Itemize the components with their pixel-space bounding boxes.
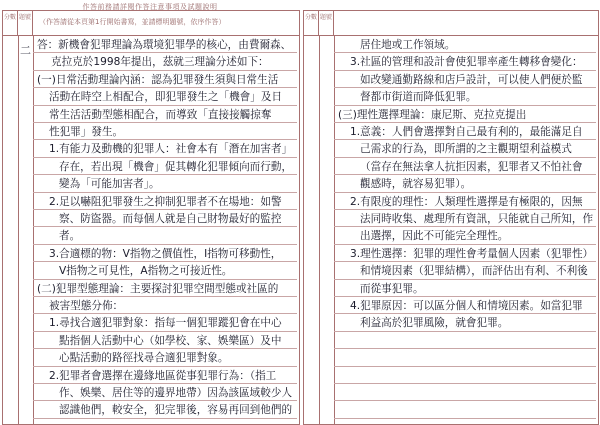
ruled-line	[33, 52, 297, 53]
answer-text-line: 觀感時，就容易犯罪）。	[360, 178, 472, 191]
ruled-line	[33, 348, 297, 349]
answer-text-line: 和情境因素（犯罪結構），而評估出有利、不利後	[360, 265, 588, 278]
answer-text-line: 2.足以嚇阻犯罪發生之抑制犯罪者不在場地：如警	[49, 195, 282, 208]
answer-text-line: 而從事犯罪。	[360, 282, 424, 295]
answer-text-line: 認識他們，較安全，犯完罪後，容易再回到他們的	[59, 404, 293, 417]
ruled-line	[334, 313, 596, 314]
question-number: 二	[20, 44, 31, 57]
answer-text-line: 1.有能力及動機的犯罪人：社會本有「潛在加害者」	[49, 143, 293, 156]
ruled-line	[33, 226, 297, 227]
ruled-line	[334, 400, 596, 401]
answer-text-line: 被害型態分佈：	[49, 300, 124, 312]
ruled-line	[33, 157, 297, 158]
ruled-line	[334, 348, 596, 349]
instruction-text: （作答請從本頁第1行開始書寫，並請標明題號，依序作答）	[39, 18, 226, 26]
ruled-line	[334, 192, 596, 193]
answer-text-line: 2.犯罪者會選擇在邊緣地區從事犯罪行為：（指工	[49, 369, 277, 382]
ruled-line	[334, 261, 596, 262]
answer-text-line: 克拉克於1998年提出，茲就三理論分述如下：	[51, 56, 269, 69]
answer-text-line: 督都市街道而降低犯罪。	[360, 91, 477, 104]
ruled-line	[334, 366, 596, 367]
ruled-line	[33, 139, 297, 140]
ruled-line	[334, 122, 596, 123]
ruled-line	[334, 174, 596, 175]
answer-text-line: V指物之可見性，A指物之可接近性。	[59, 265, 233, 278]
ruled-line	[33, 296, 297, 297]
answer-text-line: 3.社區的管理和設計會使犯罪率產生轉移會變化：	[350, 56, 583, 69]
ruled-line	[334, 279, 596, 280]
answer-text-line: 存在，若出現「機會」促其轉化犯罪傾向而行動，	[59, 160, 293, 173]
ruled-line	[334, 383, 596, 384]
answer-text-line: 3.理性選擇：犯罪的理性會考量個人因素（犯罪性）	[350, 247, 594, 260]
answer-text-line: 心點活動的路徑找尋合適犯罪對象。	[59, 352, 229, 365]
score-column-header: 分數	[304, 11, 319, 35]
answer-text-line: 性犯罪」發生。	[49, 126, 124, 138]
answer-sheet-left-page	[2, 10, 300, 425]
ruled-line	[33, 122, 297, 123]
answer-text-line: 4.犯罪原因：可以區分個人和情境因素。如當犯罪	[350, 300, 583, 312]
ruled-line	[334, 226, 596, 227]
ruled-line	[334, 331, 596, 332]
ruled-line	[33, 331, 297, 332]
ruled-line	[334, 105, 596, 106]
answer-text-line: 出選擇，因此不可能完全理性。	[360, 230, 509, 243]
answer-text-line: 己需求的行為，即所謂的之主觀期望利益模式	[360, 143, 572, 156]
answer-text-line: 者。	[59, 230, 81, 243]
answer-text-line: 2.有限度的理性：人類理性選擇是有極限的，因無	[350, 195, 583, 208]
ruled-line	[334, 157, 596, 158]
question-number-column-header: 題號	[319, 11, 334, 35]
answer-text-line: (二)犯罪型態理論：主要探討犯罪空間型態或社區的	[37, 282, 279, 295]
ruled-line	[33, 209, 297, 210]
column-divider	[18, 35, 19, 424]
ruled-line	[33, 418, 297, 419]
ruled-line	[334, 52, 596, 53]
answer-text-line: 常生活活動型態相配合，而導致「直接接觸掠奪	[49, 108, 272, 121]
answer-sheet-right-page	[303, 10, 599, 425]
ruled-line	[33, 244, 297, 245]
ruled-line	[33, 313, 297, 314]
answer-text-line: 3.合適標的物：V指物之價值性，I指物可移動性，	[49, 247, 282, 260]
answer-text-line: 居住地或工作領域。	[360, 39, 456, 51]
ruled-line	[334, 418, 596, 419]
ruled-line	[33, 70, 297, 71]
column-divider	[319, 35, 320, 424]
ruled-line	[33, 192, 297, 193]
top-notice: 作答前務請詳閱作答注意事項及試題說明	[82, 3, 218, 11]
score-column-header: 分數	[3, 11, 18, 35]
answer-text-line: 答：新機會犯罪理論為環境犯罪學的核心，由費爾森、	[37, 39, 292, 51]
answer-text-line: 1.意義：人們會選擇對自己最有利的，最能滿足自	[350, 126, 583, 138]
answer-text-line: （當存在無法拿人抗拒因素，犯罪者又不怕社會	[360, 160, 583, 173]
answer-text-line: 利益高於犯罪風險，就會犯罪。	[360, 317, 509, 330]
answer-text-line: 點指個人活動中心（如學校、家、娛樂區）及中	[59, 334, 282, 347]
ruled-line	[33, 261, 297, 262]
ruled-line	[334, 87, 596, 88]
answer-text-line: (一)日常活動理論內涵：認為犯罪發生須與日常生活	[37, 73, 279, 86]
ruled-line	[33, 174, 297, 175]
answer-text-line: 察、防盜器。而每個人就是自己財物最好的監控	[59, 213, 282, 225]
answer-text-line: 變為「可能加害者」。	[59, 178, 160, 191]
sheet-header	[304, 11, 598, 36]
ruled-line	[33, 383, 297, 384]
ruled-line	[334, 296, 596, 297]
question-number-column-header: 題號	[18, 11, 33, 35]
answer-text-line: 活動在時空上相配合，即犯罪發生之「機會」及日	[49, 91, 283, 104]
ruled-line	[334, 244, 596, 245]
answer-text-line: (三)理性選擇理論：康尼斯、克拉克提出	[338, 108, 527, 121]
ruled-line	[334, 209, 596, 210]
ruled-line	[334, 70, 596, 71]
ruled-line	[33, 87, 297, 88]
ruled-line	[33, 279, 297, 280]
ruled-line	[334, 139, 596, 140]
ruled-line	[33, 366, 297, 367]
answer-text-line: 作、娛樂、居住等的邊界地帶）因為該區域較少人	[59, 387, 293, 399]
answer-text-line: 如改變通勤路線和店戶設計，可以使人們便於監	[360, 73, 583, 86]
ruled-line	[33, 105, 297, 106]
answer-text-line: 法同時收集、處理所有資訊，只能就自己所知，作	[360, 213, 594, 225]
sheet-header	[3, 11, 299, 36]
ruled-line	[33, 400, 297, 401]
answer-text-line: 1.尋找合適犯罪對象：指每一個犯罪蹤犯會在中心	[49, 317, 282, 330]
